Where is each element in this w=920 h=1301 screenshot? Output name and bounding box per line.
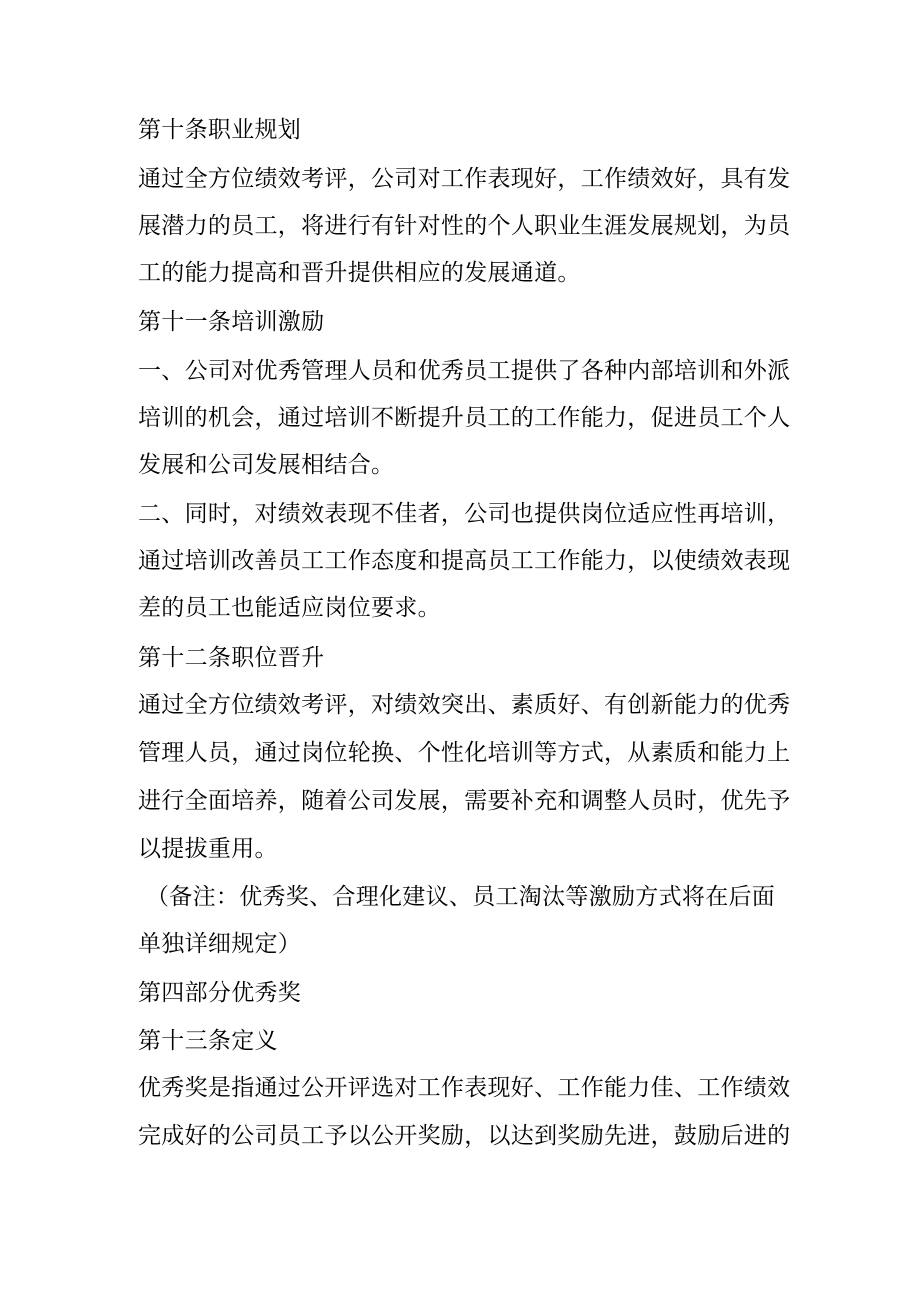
paragraph-line: 差的员工也能适应岗位要求。 (138, 595, 441, 621)
paragraph-line: 培训的机会，通过培训不断提升员工的工作能力，促进员工个人 (138, 405, 791, 431)
paragraph-line: 通过培训改善员工工作态度和提高员工工作能力，以使绩效表现 (138, 548, 791, 574)
paragraph-line: 发展和公司发展相结合。 (138, 452, 395, 478)
note-line: （备注：优秀奖、合理化建议、员工淘汰等激励方式将在后面 (146, 884, 776, 910)
paragraph-line: 管理人员，通过岗位轮换、个性化培训等方式，从素质和能力上 (138, 740, 791, 766)
paragraph-line: 通过全方位绩效考评，公司对工作表现好，工作绩效好，具有发 (138, 166, 791, 192)
heading-article-12: 第十二条职位晋升 (138, 645, 325, 671)
note-line: 单独详细规定） (138, 931, 302, 957)
paragraph-line: 通过全方位绩效考评，对绩效突出、素质好、有创新能力的优秀 (138, 692, 791, 718)
paragraph-line: 一、公司对优秀管理人员和优秀员工提供了各种内部培训和外派 (138, 358, 791, 384)
heading-article-13: 第十三条定义 (138, 1028, 278, 1054)
paragraph-line: 以提拔重用。 (138, 836, 278, 862)
paragraph-line: 二、同时，对绩效表现不佳者，公司也提供岗位适应性再培训， (138, 501, 791, 527)
heading-article-11: 第十一条培训激励 (138, 309, 325, 335)
paragraph-line: 展潜力的员工，将进行有针对性的个人职业生涯发展规划，为员 (138, 213, 791, 239)
paragraph-line: 完成好的公司员工予以公开奖励，以达到奖励先进，鼓励后进的 (138, 1123, 791, 1149)
paragraph-line: 优秀奖是指通过公开评选对工作表现好、工作能力佳、工作绩效 (138, 1075, 791, 1101)
paragraph-line: 工的能力提高和晋升提供相应的发展通道。 (138, 260, 581, 286)
heading-part-4: 第四部分优秀奖 (138, 980, 302, 1006)
heading-article-10: 第十条职业规划 (138, 117, 302, 143)
paragraph-line: 进行全面培养，随着公司发展，需要补充和调整人员时，优先予 (138, 788, 791, 814)
